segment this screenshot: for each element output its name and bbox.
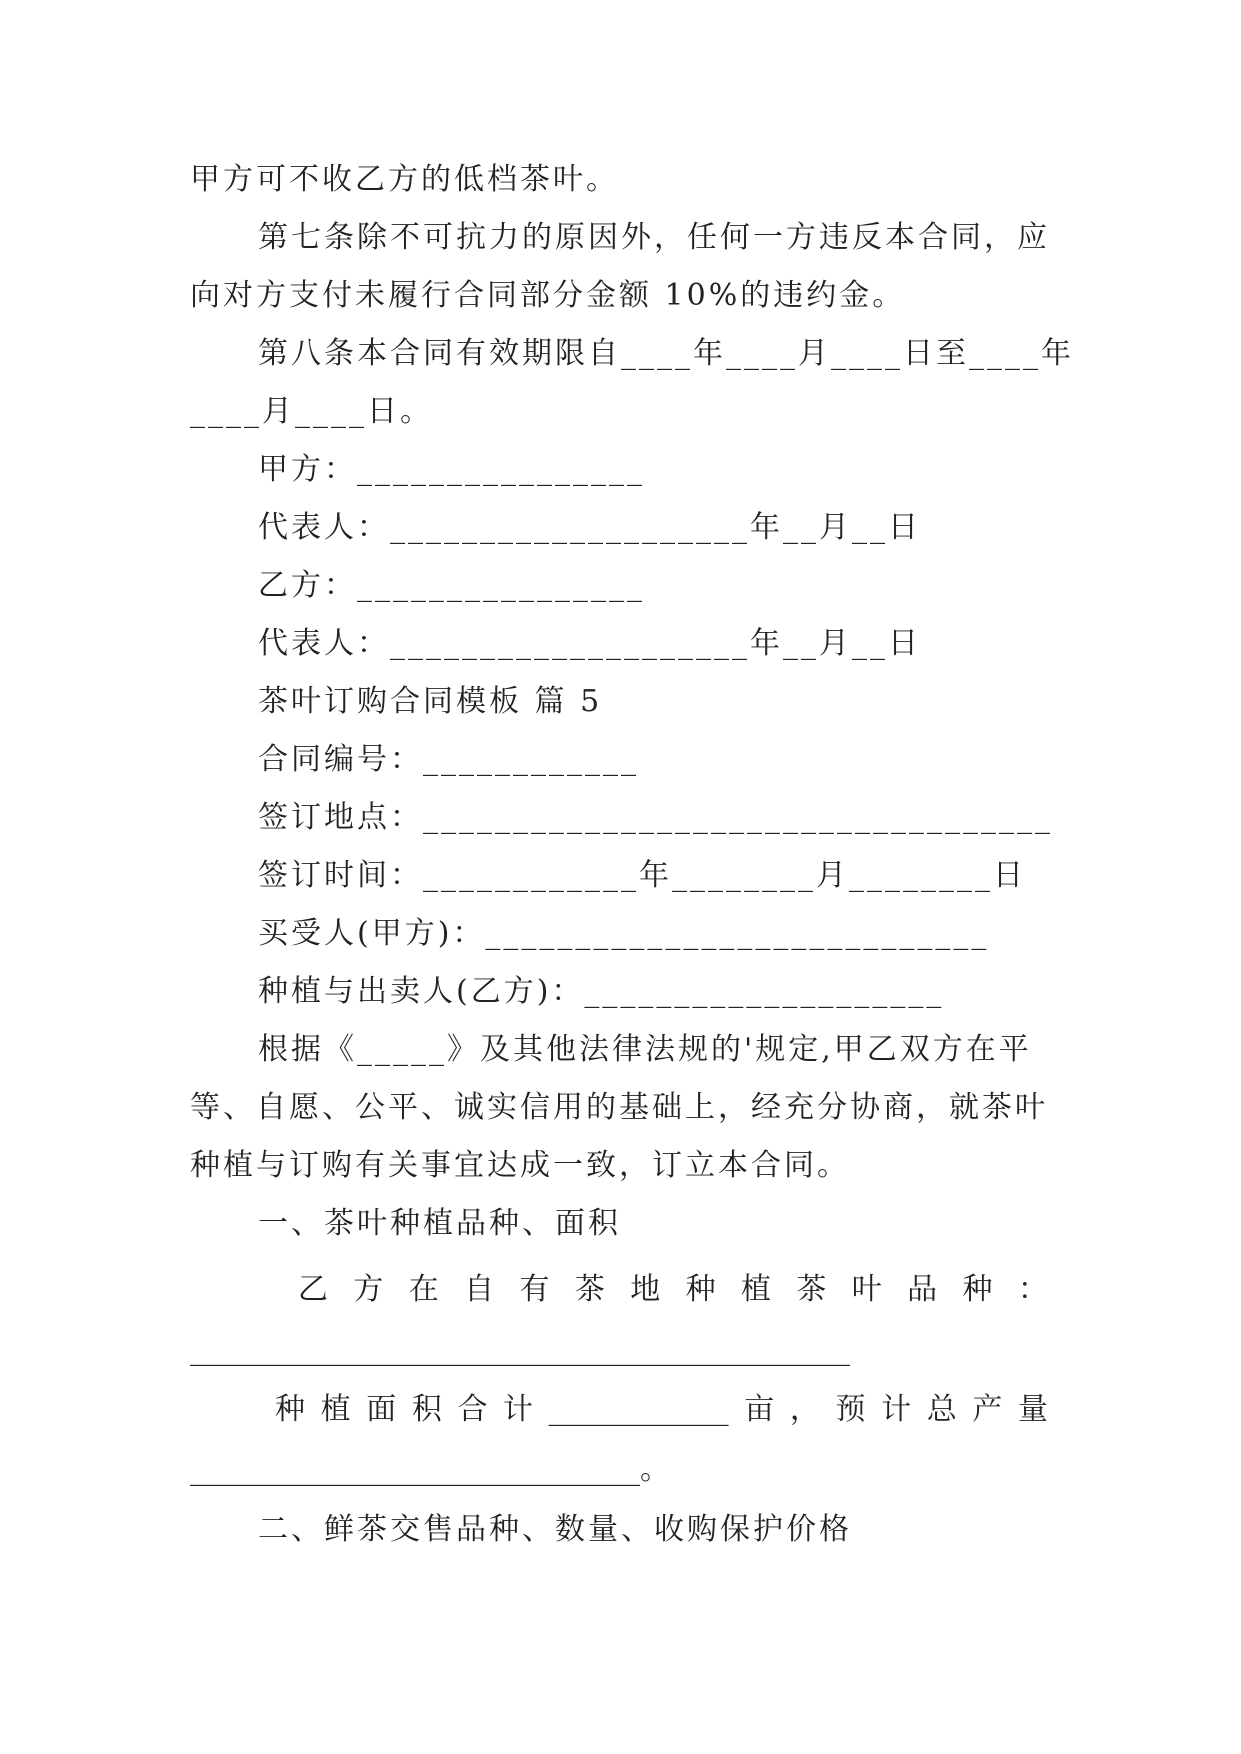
text-line: 种植与订购有关事宜达成一致，订立本合同。 — [190, 1148, 850, 1183]
char: 方 — [353, 1272, 384, 1307]
section-heading: 一、茶叶种植品种、面积 — [258, 1206, 621, 1241]
char: 品 — [907, 1272, 938, 1307]
char: 预 — [835, 1392, 866, 1427]
area-line — [275, 1390, 1048, 1430]
area-blank: ____________ — [548, 1392, 729, 1427]
text-line: 等、自愿、公平、诚实信用的基础上，经充分协商，就茶叶 — [190, 1090, 1048, 1125]
char: 产 — [972, 1392, 1003, 1427]
variety-blank: ____________________________________________ — [190, 1332, 850, 1367]
variety-line — [298, 1270, 1048, 1310]
section-heading: 二、鲜茶交售品种、数量、收购保护价格 — [258, 1512, 852, 1547]
output-blank: ______________________________。 — [190, 1452, 670, 1487]
char: 量 — [1017, 1392, 1048, 1427]
text-line: 根据《_____》及其他法律法规的'规定,甲乙双方在平 — [258, 1032, 1032, 1067]
char: 种 — [685, 1272, 716, 1307]
contract-number-field: 合同编号：____________ — [258, 742, 639, 777]
text-line: 第七条除不可抗力的原因外，任何一方违反本合同，应 — [258, 220, 1050, 255]
char: 茶 — [796, 1272, 827, 1307]
char: 植 — [320, 1392, 351, 1427]
char: 自 — [464, 1272, 495, 1307]
text-line: ____月____日。 — [190, 394, 433, 429]
char: 植 — [741, 1272, 771, 1307]
char: 积 — [411, 1392, 442, 1427]
party-b-representative-field: 代表人：____________________年__月__日 — [258, 626, 921, 661]
char: 在 — [408, 1272, 439, 1307]
char: 总 — [926, 1392, 957, 1427]
char: 地 — [630, 1272, 661, 1307]
seller-field: 种植与出卖人(乙方)：____________________ — [258, 974, 945, 1009]
char: 茶 — [574, 1272, 605, 1307]
char: 种 — [275, 1392, 305, 1427]
char: 计 — [503, 1392, 534, 1427]
party-b-field: 乙方：________________ — [258, 568, 645, 603]
buyer-field: 买受人(甲方)：____________________________ — [258, 916, 990, 951]
text-line: 甲方可不收乙方的低档茶叶。 — [190, 162, 619, 197]
char: 合 — [457, 1392, 488, 1427]
char: 叶 — [851, 1272, 882, 1307]
char: ： — [1017, 1272, 1048, 1307]
signing-time-field: 签订时间：____________年________月________日 — [258, 858, 1026, 893]
text-line: 向对方支付未履行合同部分金额 10%的违约金。 — [190, 278, 906, 313]
char: 面 — [366, 1392, 397, 1427]
char: 计 — [881, 1392, 912, 1427]
section-title: 茶叶订购合同模板 篇 5 — [258, 684, 603, 719]
char: ， — [789, 1392, 820, 1427]
party-a-field: 甲方：________________ — [258, 452, 645, 487]
char: 种 — [962, 1272, 993, 1307]
text-line: 第八条本合同有效期限自____年____月____日至____年 — [258, 336, 1074, 371]
char: 乙 — [298, 1272, 328, 1307]
signing-place-field: 签订地点：___________________________________ — [258, 800, 1053, 835]
char: 有 — [519, 1272, 550, 1307]
char: 亩 — [744, 1392, 775, 1427]
party-a-representative-field: 代表人：____________________年__月__日 — [258, 510, 921, 545]
